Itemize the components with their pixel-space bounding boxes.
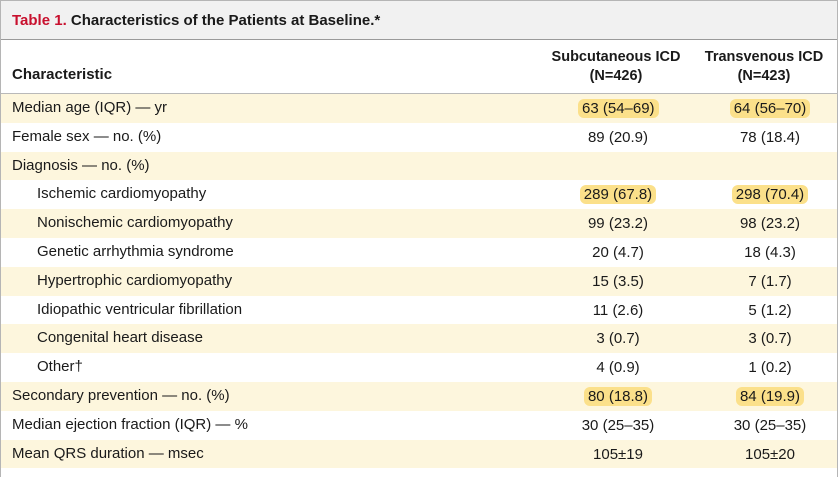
table-number: Table 1. [12,12,67,29]
row-label: Congenital heart disease [37,329,203,347]
table-title-bar [1,0,837,40]
cell-value: 15 (3.5) [592,272,644,290]
cell-value: 99 (23.2) [587,215,649,233]
cell-value: 289 (67.8) [580,185,656,204]
row-label: Mean QRS duration — msec [12,444,204,462]
table-row [1,123,837,152]
column-header-transvenous-n: (N=423) [737,68,791,84]
row-label: Hypertrophic cardiomyopathy [37,271,233,289]
cell-transvenous [729,271,811,292]
cell-transvenous [729,444,811,465]
row-label: Median age (IQR) — yr [12,99,168,116]
cell-value: 298 (70.4) [732,185,808,204]
cell-transvenous [729,386,811,407]
column-header-transvenous-name: Transvenous ICD [704,49,824,65]
table-row [1,267,837,296]
cell-subcutaneous [578,156,658,177]
row-label: Other† [37,358,83,376]
table-header [1,40,837,94]
cell-transvenous [729,328,811,349]
cell-transvenous [729,415,811,436]
row-label: Diagnosis — no. (%) [12,156,150,174]
table-row [1,238,837,267]
cell-value: 105±20 [745,445,795,463]
table-row [1,209,837,238]
table-row [1,382,837,411]
column-header-transvenous [694,48,834,86]
cell-subcutaneous [578,444,658,465]
table-row [1,324,837,353]
table-row [1,353,837,382]
cell-value: 30 (25–35) [581,416,655,434]
column-header-subcutaneous-name: Subcutaneous ICD [551,49,681,65]
cell-transvenous [729,156,811,177]
row-label: Median ejection fraction (IQR) — % [12,415,248,433]
table-row [1,180,837,209]
table-body [1,94,837,468]
cell-value: 98 (23.2) [739,215,801,233]
cell-subcutaneous [578,213,658,234]
cell-value: 7 (1.7) [748,272,792,290]
cell-subcutaneous [578,271,658,292]
row-label: Idiopathic ventricular fibrillation [37,300,243,318]
cell-value: 3 (0.7) [748,330,792,348]
column-header-subcutaneous-n: (N=426) [589,68,643,84]
cell-subcutaneous [578,98,658,119]
cell-value: 20 (4.7) [592,243,644,261]
cell-subcutaneous [578,242,658,263]
cell-value: 18 (4.3) [744,243,796,261]
cell-subcutaneous [578,415,658,436]
cell-value: 80 (18.8) [584,387,652,406]
cell-value: 30 (25–35) [733,416,807,434]
cell-subcutaneous [578,127,658,148]
cell-subcutaneous [578,300,658,321]
cell-subcutaneous [578,357,658,378]
table-row [1,152,837,181]
cell-transvenous [729,357,811,378]
cell-value: 84 (19.9) [736,387,804,406]
table-row [1,296,837,325]
cell-transvenous [729,242,811,263]
cell-value: 4 (0.9) [596,359,640,377]
cell-value: 11 (2.6) [592,301,644,319]
cell-value: 105±19 [593,445,643,463]
cell-value: 89 (20.9) [587,128,649,146]
column-header-subcutaneous [541,48,691,86]
cell-value: 1 (0.2) [748,359,792,377]
table-row [1,411,837,440]
cell-value: 63 (54–69) [578,99,659,118]
row-label: Secondary prevention — no. (%) [12,386,230,404]
cell-transvenous [729,213,811,234]
table-title: Characteristics of the Patients at Baseline.* [70,12,381,29]
cell-value: 78 (18.4) [739,128,801,146]
cell-transvenous [729,184,811,205]
cell-value: 64 (56–70) [730,99,811,118]
cell-transvenous [729,300,811,321]
cell-value: 3 (0.7) [596,330,640,348]
table-row [1,94,837,123]
cell-subcutaneous [578,328,658,349]
cell-value: 5 (1.2) [748,301,792,319]
table-row [1,440,837,469]
row-label: Female sex — no. (%) [12,127,162,145]
cell-transvenous [729,127,811,148]
row-label: Nonischemic cardiomyopathy [37,214,233,232]
cell-subcutaneous [578,184,658,205]
cell-transvenous [729,98,811,119]
row-label: Genetic arrhythmia syndrome [37,242,234,260]
cell-subcutaneous [578,386,658,407]
column-header-characteristic: Characteristic [12,66,113,83]
row-label: Ischemic cardiomyopathy [37,185,207,203]
